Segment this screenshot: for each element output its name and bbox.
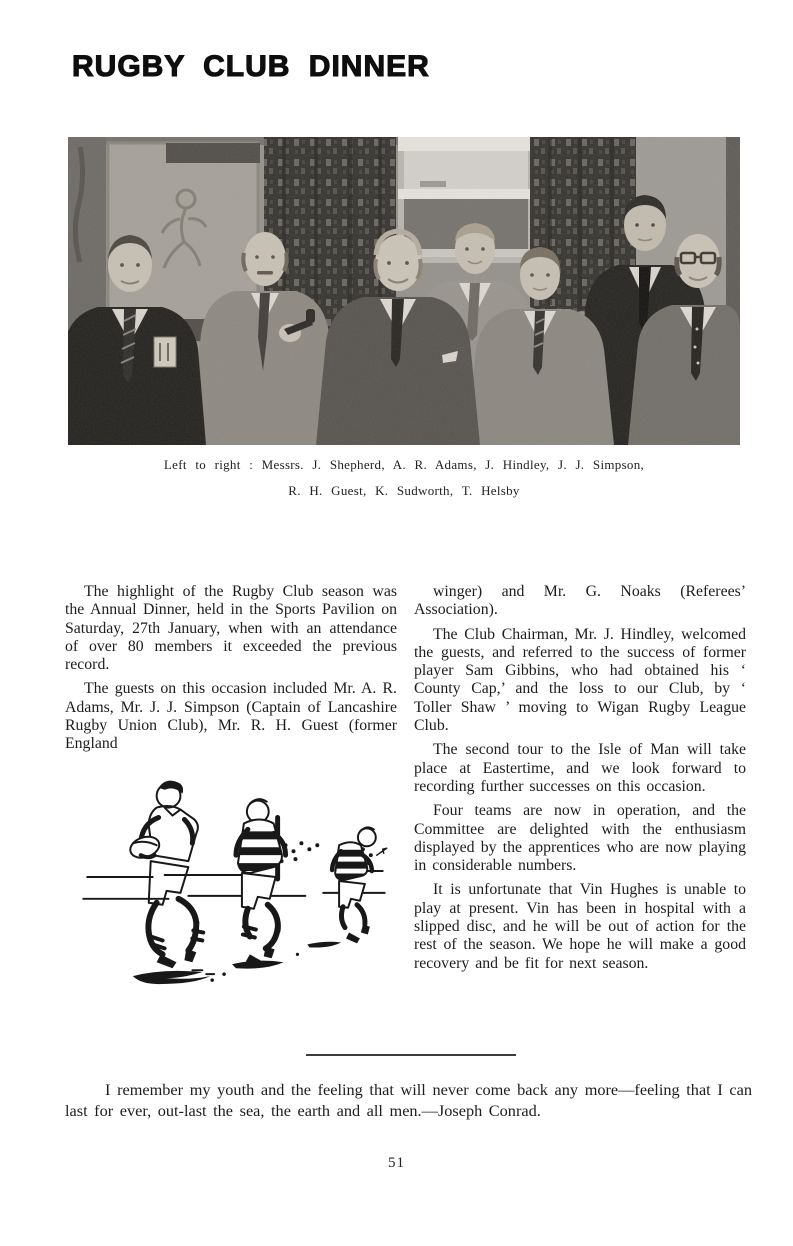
paragraph: It is unfortunate that Vin Hughes is unable to play at present. Vin has been in hospital with a slipped disc, and he will be out of action for the rest of the season. We hope he will make a good recovery and be fit for next season. [414,881,746,972]
divider-rule [306,1054,516,1056]
footer-quote: I remember my youth and the feeling that will never come back any more—feeling that I can last for ever, out-last the sea, the earth and all men.—Joseph Conrad. [65,1080,752,1120]
paragraph: The second tour to the Isle of Man will take place at Eastertime, and we look forward to recording further successes on this occasion. [414,741,746,795]
caption-line-2: R. H. Guest, K. Sudworth, T. Helsby [288,483,520,498]
caption-line-1: Left to right : Messrs. J. Shepherd, A. R. Adams, J. Hindley, J. J. Simpson, [163,457,645,472]
page-number: 51 [388,1155,405,1171]
left-column-text [65,583,397,754]
paragraph: The guests on this occasion included Mr. A. R. Adams, Mr. J. J. Simpson (Captain of Lancashire Rugby Union Club), Mr. R. H. Guest (former England [65,680,397,753]
article-columns [65,583,746,994]
paragraph: winger) and Mr. G. Noaks (Referees’ Association). [414,583,746,619]
paragraph: The highlight of the Rugby Club season was the Annual Dinner, held in the Sports Pavilion on Saturday, 27th January, when with an attendance of over 80 members it exceeded the previous record. [65,583,397,674]
photo-caption [68,452,740,504]
group-photo-image [68,137,740,445]
right-column-text [414,583,746,973]
paragraph: The Club Chairman, Mr. J. Hindley, welcomed the guests, and referred to the success of former player Sam Gibbins, who had obtained his ‘ County Cap,’ and the loss to our Club, by ‘ Toller Shaw ’ moving to Wigan Rugby League Club. [414,625,746,735]
group-photo [68,137,740,445]
left-column [65,583,397,994]
right-column [414,583,746,994]
page-title: RUGBY CLUB DINNER [72,50,430,83]
paragraph: Four teams are now in operation, and the Committee are delighted with the enthusiasm displayed by the apprentices who are now playing in considerable numbers. [414,802,746,875]
rugby-players-illustration [73,760,393,994]
